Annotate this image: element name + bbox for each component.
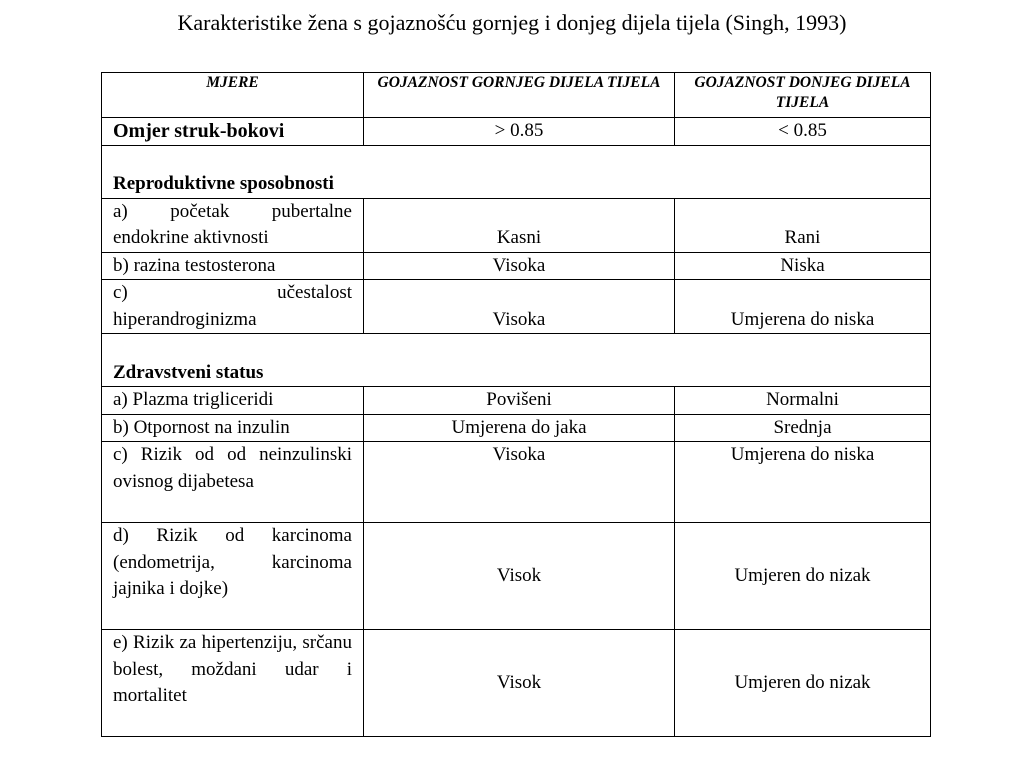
value-upper: > 0.85 [364,118,675,146]
section-row-reproductive [102,145,931,198]
row-label: b) Otpornost na inzulin [102,414,364,442]
value-upper: Visok [364,630,675,737]
value-upper: Visok [364,523,675,630]
table-row [102,523,931,630]
table-row [102,414,931,442]
value-lower: Umjerena do niska [675,442,931,523]
row-label: e) Rizik za hipertenziju, srčanu bolest, moždani udar i mortalitet [102,630,364,737]
value-upper: Povišeni [364,387,675,415]
value-lower: Niska [675,252,931,280]
table-row [102,630,931,737]
value-lower: Rani [675,198,931,252]
value-upper: Umjerena do jaka [364,414,675,442]
value-lower: Umjeren do nizak [675,630,931,737]
value-lower: Srednja [675,414,931,442]
table-row [102,280,931,334]
characteristics-table [101,72,931,737]
value-lower: < 0.85 [675,118,931,146]
row-label: Omjer struk-bokovi [102,118,364,146]
value-upper: Kasni [364,198,675,252]
value-upper: Visoka [364,442,675,523]
table-row [102,387,931,415]
page-title: Karakteristike žena s gojaznošću gornjeg i donjeg dijela tijela (Singh, 1993) [177,10,847,35]
header-measures: MJERE [102,73,364,118]
row-label: a) Plazma trigliceridi [102,387,364,415]
section-row-health [102,334,931,387]
value-lower: Umjeren do nizak [675,523,931,630]
value-lower: Umjerena do niska [675,280,931,334]
table-row [102,442,931,523]
row-label: c) učestalost hiperandroginizma [102,280,364,334]
value-lower: Normalni [675,387,931,415]
value-upper: Visoka [364,280,675,334]
row-label: d) Rizik od karcinoma (endometrija, karcinoma jajnika i dojke) [102,523,364,630]
row-label: b) razina testosterona [102,252,364,280]
header-upper-body-obesity: GOJAZNOST GORNJEG DIJELA TIJELA [364,73,675,118]
header-lower-body-obesity: GOJAZNOST DONJEG DIJELA TIJELA [675,73,931,118]
value-upper: Visoka [364,252,675,280]
row-label: a) početak pubertalne endokrine aktivnosti [102,198,364,252]
table-row-waist-hip-ratio [102,118,931,146]
table-row [102,198,931,252]
table-row [102,252,931,280]
row-label: c) Rizik od od neinzulinski ovisnog dijabetesa [102,442,364,523]
table-header-row [102,73,931,118]
section-heading-reproductive: Reproduktivne sposobnosti [102,145,931,198]
section-heading-health: Zdravstveni status [102,334,931,387]
